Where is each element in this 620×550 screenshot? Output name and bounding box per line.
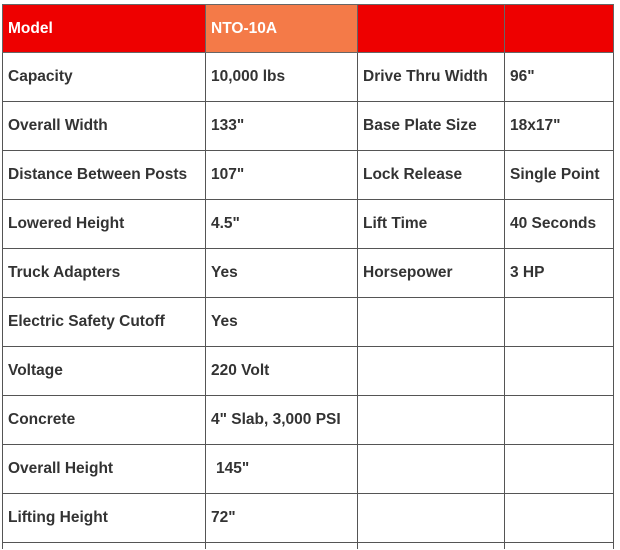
spec-value-cell: 145" — [206, 445, 358, 494]
table-row — [3, 445, 614, 494]
table-row — [3, 298, 614, 347]
spec-value-cell-2 — [505, 347, 614, 396]
spec-value-cell: 133" — [206, 102, 358, 151]
spec-label-cell: Lifting Height — [3, 494, 206, 543]
table-row — [3, 102, 614, 151]
table-row — [3, 200, 614, 249]
spec-label-cell: Concrete — [3, 396, 206, 445]
spec-value-cell: Yes — [206, 249, 358, 298]
spec-label-cell-2 — [358, 396, 505, 445]
spec-value-cell: 4.5" — [206, 200, 358, 249]
table-row — [3, 347, 614, 396]
spec-label-cell-2 — [358, 494, 505, 543]
spec-label-cell: Distance Between Posts — [3, 151, 206, 200]
spec-value-cell: 10,000 lbs — [206, 53, 358, 102]
spec-value-cell-2 — [505, 494, 614, 543]
spec-label-cell-2: Drive Thru Width — [358, 53, 505, 102]
spec-label-cell-2 — [358, 347, 505, 396]
spec-label-cell: Lowered Height — [3, 200, 206, 249]
empty-cell — [505, 543, 614, 550]
spec-value-cell-2 — [505, 445, 614, 494]
spec-label-cell: Overall Height — [3, 445, 206, 494]
spec-label-cell-2: Horsepower — [358, 249, 505, 298]
empty-cell — [3, 543, 206, 550]
spec-label-cell: Overall Width — [3, 102, 206, 151]
spec-value-cell: 220 Volt — [206, 347, 358, 396]
table-row — [3, 53, 614, 102]
spec-label-cell: Voltage — [3, 347, 206, 396]
table-row — [3, 151, 614, 200]
spec-label-cell-2: Base Plate Size — [358, 102, 505, 151]
empty-cell — [358, 543, 505, 550]
spec-value-cell-2 — [505, 298, 614, 347]
table-row — [3, 494, 614, 543]
model-value-cell: NTO-10A — [206, 5, 358, 53]
spec-label-cell-2 — [358, 445, 505, 494]
empty-cell — [206, 543, 358, 550]
table-row — [3, 396, 614, 445]
spec-label-cell: Capacity — [3, 53, 206, 102]
header-empty-cell-3 — [358, 5, 505, 53]
spec-value-cell-2: Single Point — [505, 151, 614, 200]
header-empty-cell-4 — [505, 5, 614, 53]
table-row — [3, 249, 614, 298]
spec-value-cell-2: 18x17" — [505, 102, 614, 151]
spec-value-cell: Yes — [206, 298, 358, 347]
cut-off-row — [3, 543, 614, 550]
spec-value-cell-2 — [505, 396, 614, 445]
spec-table — [2, 4, 614, 549]
model-label-cell: Model — [3, 5, 206, 53]
header-row — [3, 5, 614, 53]
spec-value-cell: 4" Slab, 3,000 PSI — [206, 396, 358, 445]
spec-value-cell-2: 3 HP — [505, 249, 614, 298]
spec-value-cell-2: 96" — [505, 53, 614, 102]
spec-label-cell: Electric Safety Cutoff — [3, 298, 206, 347]
spec-label-cell: Truck Adapters — [3, 249, 206, 298]
spec-value-cell-2: 40 Seconds — [505, 200, 614, 249]
spec-label-cell-2 — [358, 298, 505, 347]
spec-label-cell-2: Lift Time — [358, 200, 505, 249]
spec-label-cell-2: Lock Release — [358, 151, 505, 200]
spec-value-cell: 72" — [206, 494, 358, 543]
spec-value-cell: 107" — [206, 151, 358, 200]
